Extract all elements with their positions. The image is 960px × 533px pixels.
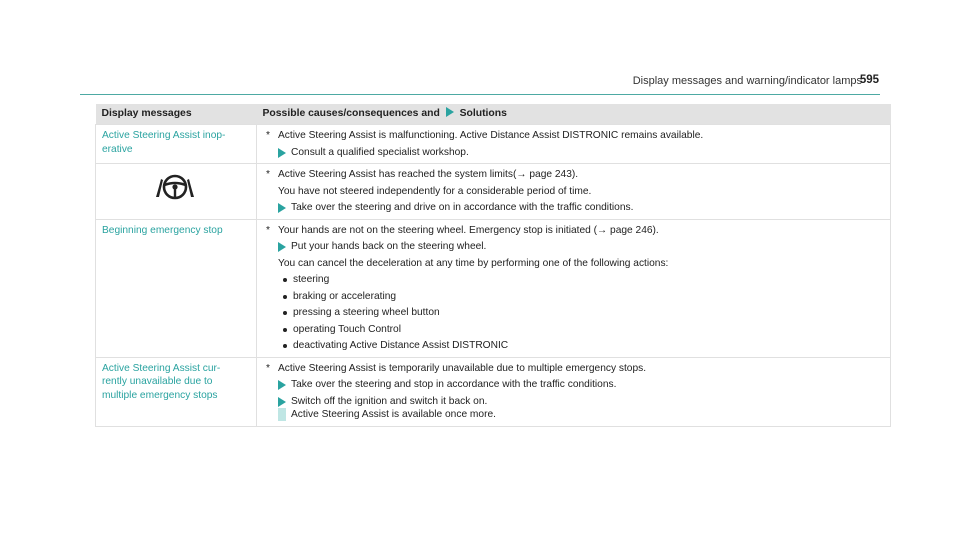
action-arrow-icon bbox=[278, 397, 286, 407]
play-arrow-icon bbox=[446, 107, 454, 117]
column-header-causes bbox=[257, 104, 891, 125]
action-bullet-list bbox=[263, 273, 884, 353]
column-header-messages: Display messages bbox=[96, 104, 257, 125]
result-marker bbox=[278, 408, 286, 421]
table-row bbox=[96, 125, 891, 164]
action-text: Consult a qualified specialist workshop. bbox=[291, 146, 469, 158]
display-messages-table bbox=[95, 104, 891, 427]
cause-text: Active Steering Assist is temporarily unavailable due to multiple emergency stops. bbox=[278, 362, 647, 374]
list-item: deactivating Active Distance Assist DISTRONIC bbox=[293, 339, 884, 353]
cause-text: Your hands are not on the steering wheel. Emergency stop is initiated (→ page 246). bbox=[278, 224, 659, 236]
list-item: operating Touch Control bbox=[293, 323, 884, 337]
result-line bbox=[263, 408, 884, 422]
action-text: Take over the steering and stop in accordance with the traffic conditions. bbox=[291, 379, 617, 390]
message-text: Beginning emergency stop bbox=[102, 224, 223, 236]
result-text: Active Steering Assist is available once more. bbox=[291, 409, 496, 420]
action-arrow-icon bbox=[278, 148, 286, 158]
action-arrow-icon bbox=[278, 380, 286, 390]
list-item: pressing a steering wheel button bbox=[293, 306, 884, 320]
action-text: Take over the steering and drive on in accordance with the traffic conditions. bbox=[291, 202, 634, 213]
table-row bbox=[96, 219, 891, 357]
action-text: Put your hands back on the steering wheel. bbox=[291, 241, 487, 252]
running-title: Display messages and warning/indicator lamps bbox=[632, 75, 862, 87]
causes-cell: * Your hands are not on the steering wheel. Emergency stop is initiated (→ page 246). Put your hands back on the steering wheel. You can cancel the deceleration at any time by performing one of the following actions: steering braking or accelerating pressing a steering wheel button operating Touch Control deactivating Active Distance Assist DISTRONIC bbox=[257, 219, 891, 357]
cause-text: Active Steering Assist is malfunctioning. Active Distance Assist DISTRONIC remains available. bbox=[278, 130, 704, 141]
action-step bbox=[263, 146, 884, 160]
header-rule bbox=[80, 94, 880, 95]
list-item: braking or accelerating bbox=[293, 290, 884, 304]
cause-text: Active Steering Assist has reached the system limits(→ page 243). bbox=[278, 169, 579, 180]
action-step bbox=[263, 201, 884, 215]
column-header-causes-label: Possible causes/consequences and bbox=[262, 108, 440, 120]
action-step bbox=[263, 240, 884, 254]
display-icon-cell bbox=[96, 164, 257, 220]
note-text: You can cancel the deceleration at any time by performing one of the following actions: bbox=[278, 257, 669, 269]
hands-off-steering-wheel-icon bbox=[152, 172, 198, 202]
display-message bbox=[96, 125, 257, 164]
action-step bbox=[263, 395, 884, 409]
table-header-row bbox=[96, 104, 891, 125]
table-row bbox=[96, 357, 891, 426]
column-header-solutions-label: Solutions bbox=[459, 108, 507, 120]
causes-cell: * Active Steering Assist is malfunctioning. Active Distance Assist DISTRONIC remains available. Consult a qualified specialist workshop. bbox=[257, 125, 891, 164]
table-row bbox=[96, 164, 891, 220]
message-text: Active Steering Assist inop- erative bbox=[102, 130, 226, 155]
action-arrow-icon bbox=[278, 203, 286, 213]
display-message bbox=[96, 357, 257, 426]
action-text: Switch off the ignition and switch it back on. bbox=[291, 395, 488, 407]
display-message bbox=[96, 219, 257, 357]
page-number: 595 bbox=[859, 74, 879, 86]
list-item: steering bbox=[293, 273, 884, 287]
action-step bbox=[263, 378, 884, 392]
causes-cell: * Active Steering Assist has reached the system limits(→ page 243). You have not steered independently for a considerable period of time. Take over the steering and drive on in accordance with the traffic conditions. bbox=[257, 164, 891, 220]
action-arrow-icon bbox=[278, 242, 286, 252]
message-text: Active Steering Assist cur- rently unavailable due to multiple emergency stops bbox=[102, 362, 221, 401]
cause-text-2: You have not steered independently for a considerable period of time. bbox=[278, 185, 592, 197]
causes-cell: * Active Steering Assist is temporarily unavailable due to multiple emergency stops. Take over the steering and stop in accordance with the traffic conditions. Switch off the ignition and switch it back on. Active Steering Assist is available once more. bbox=[257, 357, 891, 426]
